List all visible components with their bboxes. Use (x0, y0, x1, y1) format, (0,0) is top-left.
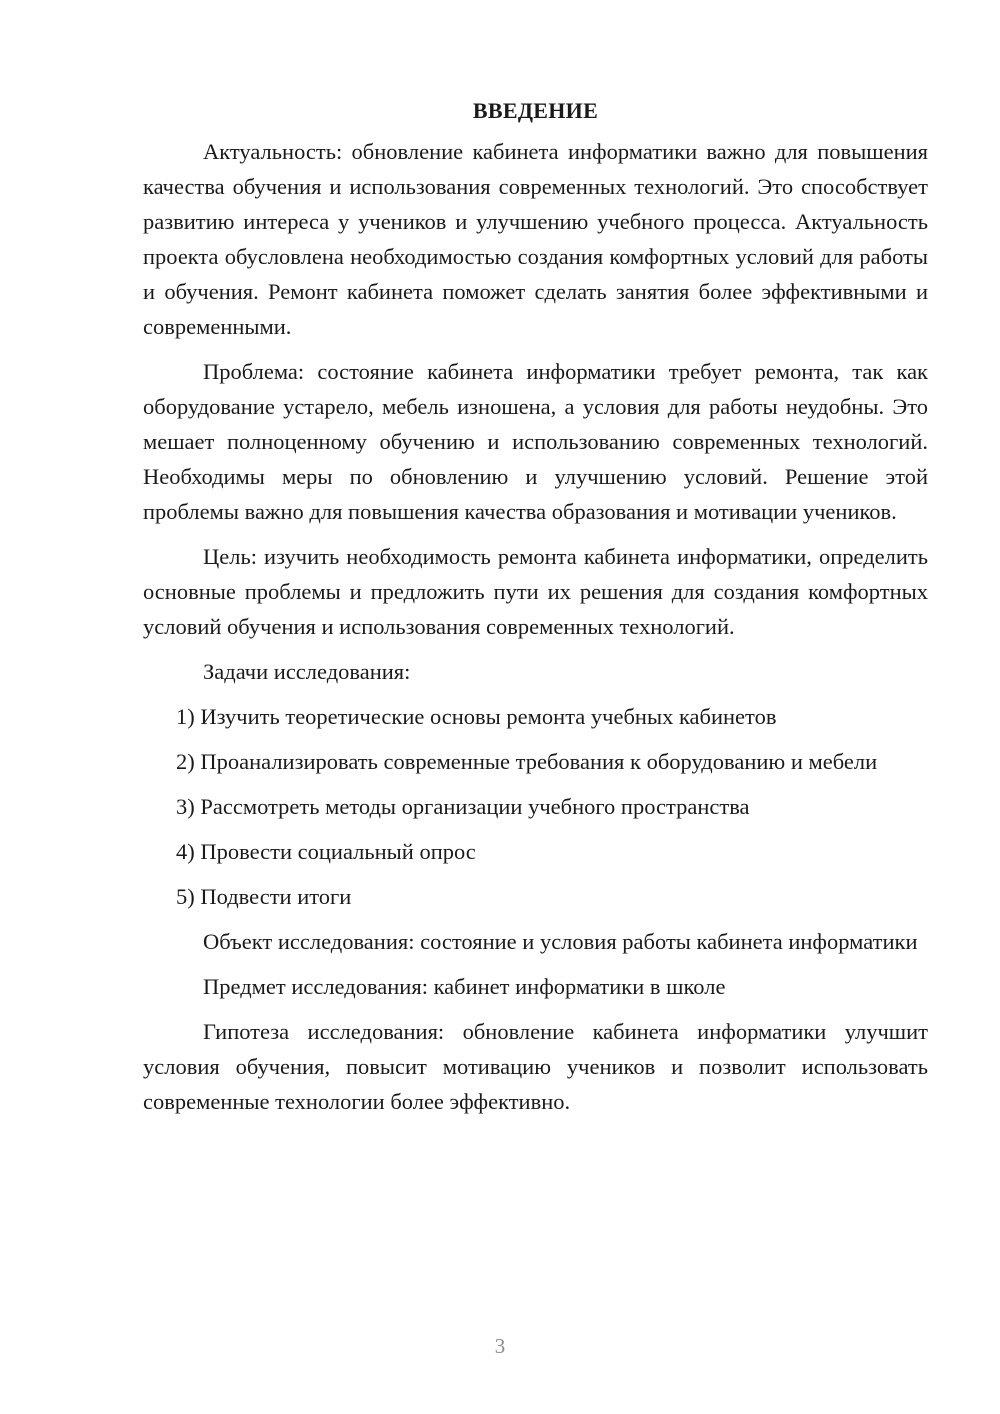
page-content (143, 93, 928, 1119)
tasks-list (143, 699, 928, 914)
paragraph-subject: Предмет исследования: кабинет информатики в школе (203, 974, 726, 999)
task-item: 1) Изучить теоретические основы ремонта учебных кабинетов (176, 704, 777, 729)
tasks-heading: Задачи исследования: (203, 659, 411, 684)
paragraph-goal: Цель: изучить необходимость ремонта кабинета информатики, определить основные проблемы и предложить пути их решения для создания комфортных условий обучения и использования современных технологий. (143, 544, 928, 639)
task-item: 3) Рассмотреть методы организации учебного пространства (176, 794, 750, 819)
paragraph-hypothesis: Гипотеза исследования: обновление кабинета информатики улучшит условия обучения, повысит мотивацию учеников и позволит использовать современные технологии более эффективно. (143, 1019, 928, 1114)
section-title: ВВЕДЕНИЕ (472, 98, 599, 123)
paragraph-object: Объект исследования: состояние и условия работы кабинета информатики (203, 929, 918, 954)
paragraph-problem: Проблема: состояние кабинета информатики требует ремонта, так как оборудование устарело, мебель изношена, а условия для работы неудобны. Это мешает полноценному обучению и использованию современных технологий. Необходимы меры по обновлению и улучшению условий. Решение этой проблемы важно для повышения качества образования и мотивации учеников. (143, 359, 928, 524)
task-item: 4) Провести социальный опрос (176, 839, 476, 864)
task-item: 2) Проанализировать современные требования к оборудованию и мебели (176, 749, 878, 774)
task-item: 5) Подвести итоги (176, 884, 352, 909)
paragraph-relevance: Актуальность: обновление кабинета информатики важно для повышения качества обучения и использования современных технологий. Это способствует развитию интереса у учеников и улучшению учебного процесса. Актуальность проекта обусловлена необходимостью создания комфортных условий для работы и обучения. Ремонт кабинета поможет сделать занятия более эффективными и современными. (143, 139, 928, 339)
page-number: 3 (494, 1334, 506, 1358)
